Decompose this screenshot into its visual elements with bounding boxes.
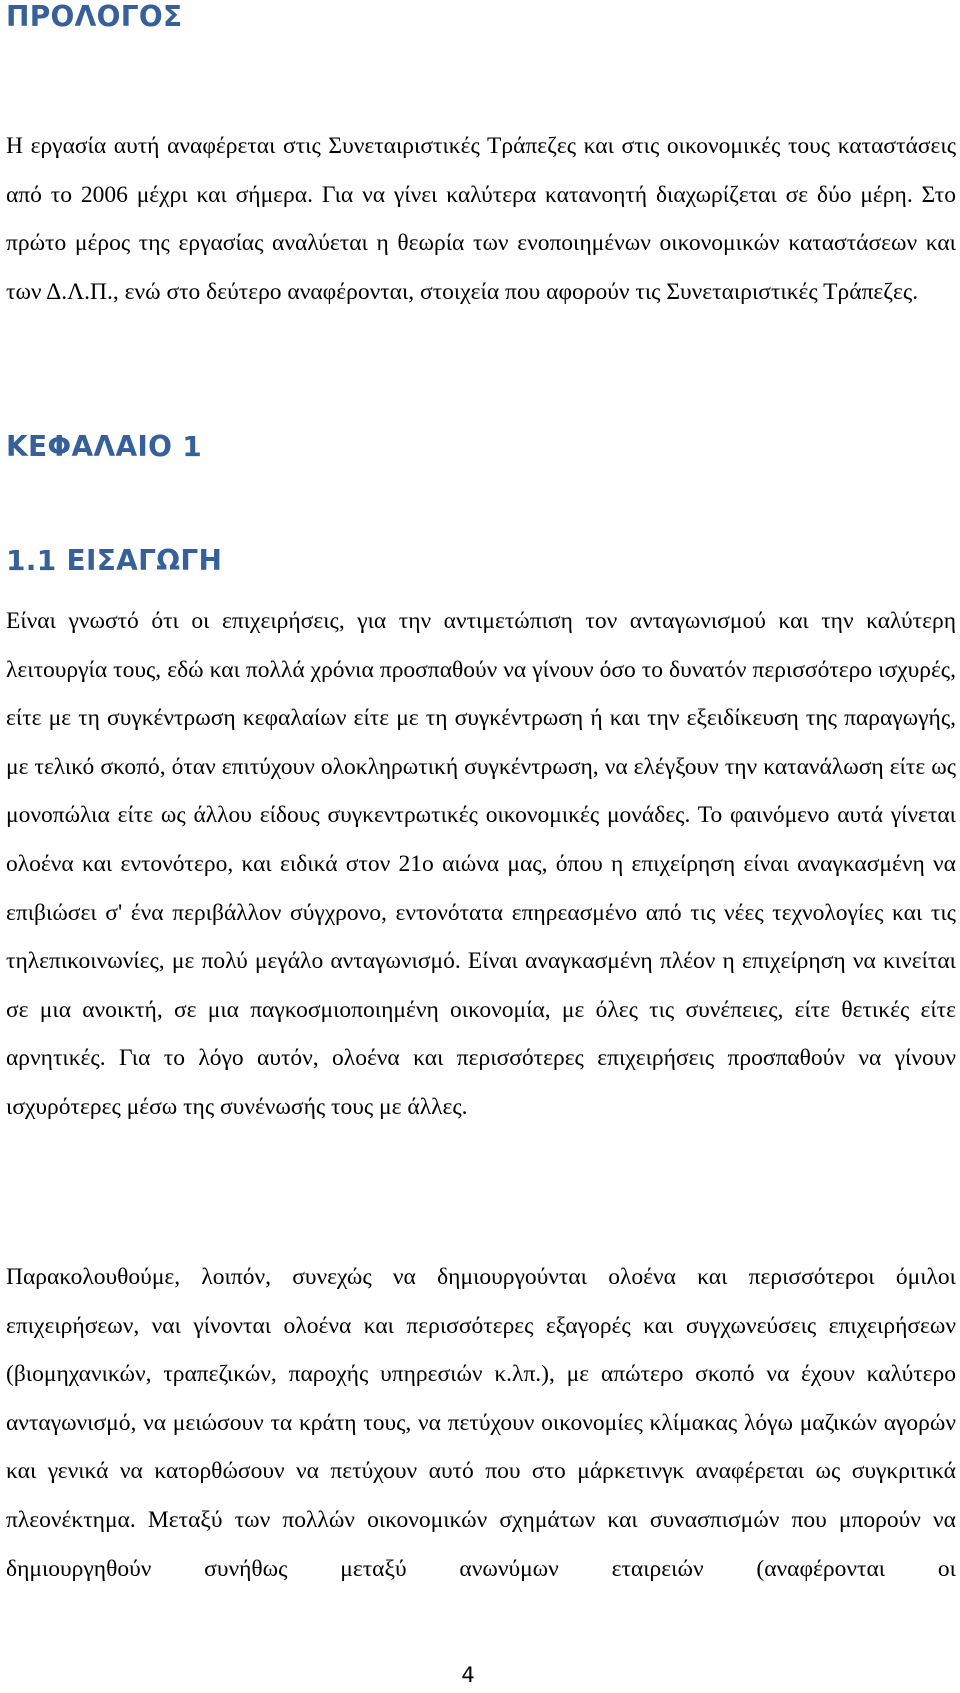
prologue-paragraph: Η εργασία αυτή αναφέρεται στις Συνεταιριστικές Τράπεζες και στις οικονομικές τους καταστάσεις από το 2006 μέχρι και σήμερα. Για να γίνει καλύτερα κατανοητή διαχωρίζεται σε δύο μέρη. Στο πρώτο μέρος της εργασίας αναλύεται η θεωρία των ενοποιημένων οικονομικών καταστάσεων και των Δ.Λ.Π., ενώ στο δεύτερο αναφέρονται, στοιχεία που αφορούν τις Συνεταιριστικές Τράπεζες. [6, 133, 956, 305]
intro-paragraph-1: Είναι γνωστό ότι οι επιχειρήσεις, για την αντιμετώπιση τον ανταγωνισμού και την καλύτερη λειτουργία τους, εδώ και πολλά χρόνια προσπαθούν να γίνουν όσο το δυνατόν περισσότερο ισχυρές, είτε με τη συγκέντρωση κεφαλαίων είτε με τη συγκέντρωση ή και την εξειδίκευση της παραγωγής, με τελικό σκοπό, όταν επιτύχουν ολοκληρωτική συγκέντρωση, να ελέγξουν την κατανάλωση είτε ως μονοπώλια είτε ως άλλου είδους συγκεντρωτικές οικονομικές μονάδες. Το φαινόμενο αυτά γίνεται ολοένα και εντονότερο, και ειδικά στον 21ο αιώνα μας, όπου η επιχείρηση είναι αναγκασμένη να επιβιώσει σ' ένα περιβάλλον σύγχρονο, εντονότατα επηρεασμένο από τις νέες τεχνολογίες και τις τηλεπικοινωνίες, με πολύ μεγάλο ανταγωνισμό. Είναι αναγκασμένη πλέον η επιχείρηση να κινείται σε μια ανοικτή, σε μια παγκοσμιοποιημένη οικονομία, με όλες τις συνέπειες, είτε θετικές είτε αρνητικές. Για το λόγο αυτόν, ολοένα και περισσότερες επιχειρήσεις προσπαθούν να γίνουν ισχυρότερες μέσω της συνένωσής τους με άλλες. [6, 608, 956, 1120]
intro-paragraph-2: Παρακολουθούμε, λοιπόν, συνεχώς να δημιουργούνται ολοένα και περισσότεροι όμιλοι επιχειρήσεων, ναι γίνονται ολοένα και περισσότερες εξαγορές και συγχωνεύσεις επιχειρήσεων (βιομηχανικών, τραπεζικών, παροχής υπηρεσιών κ.λπ.), με απώτερο σκοπό να έχουν καλύτερο ανταγωνισμό, να μειώσουν τα κράτη τους, να πετύχουν οικονομίες κλίμακας λόγω μαζικών αγορών και γενικά να κατορθώσουν να πετύχουν αυτό που στο μάρκετινγκ αναφέρεται ως συγκριτικά πλεονέκτημα. Μεταξύ των πολλών οικονομικών σχημάτων και συνασπισμών που μπορούν να δημιουργηθούν συνήθως μεταξύ ανωνύμων εταιρειών (αναφέρονται οι [6, 1264, 956, 1582]
chapter-heading: ΚΕΦΑΛΑΙΟ 1 [6, 430, 203, 463]
section-heading: 1.1 ΕΙΣΑΓΩΓΗ [6, 544, 223, 577]
page-number: 4 [461, 1663, 475, 1687]
prologue-heading: ΠΡΟΛΟΓΟΣ [6, 0, 183, 33]
